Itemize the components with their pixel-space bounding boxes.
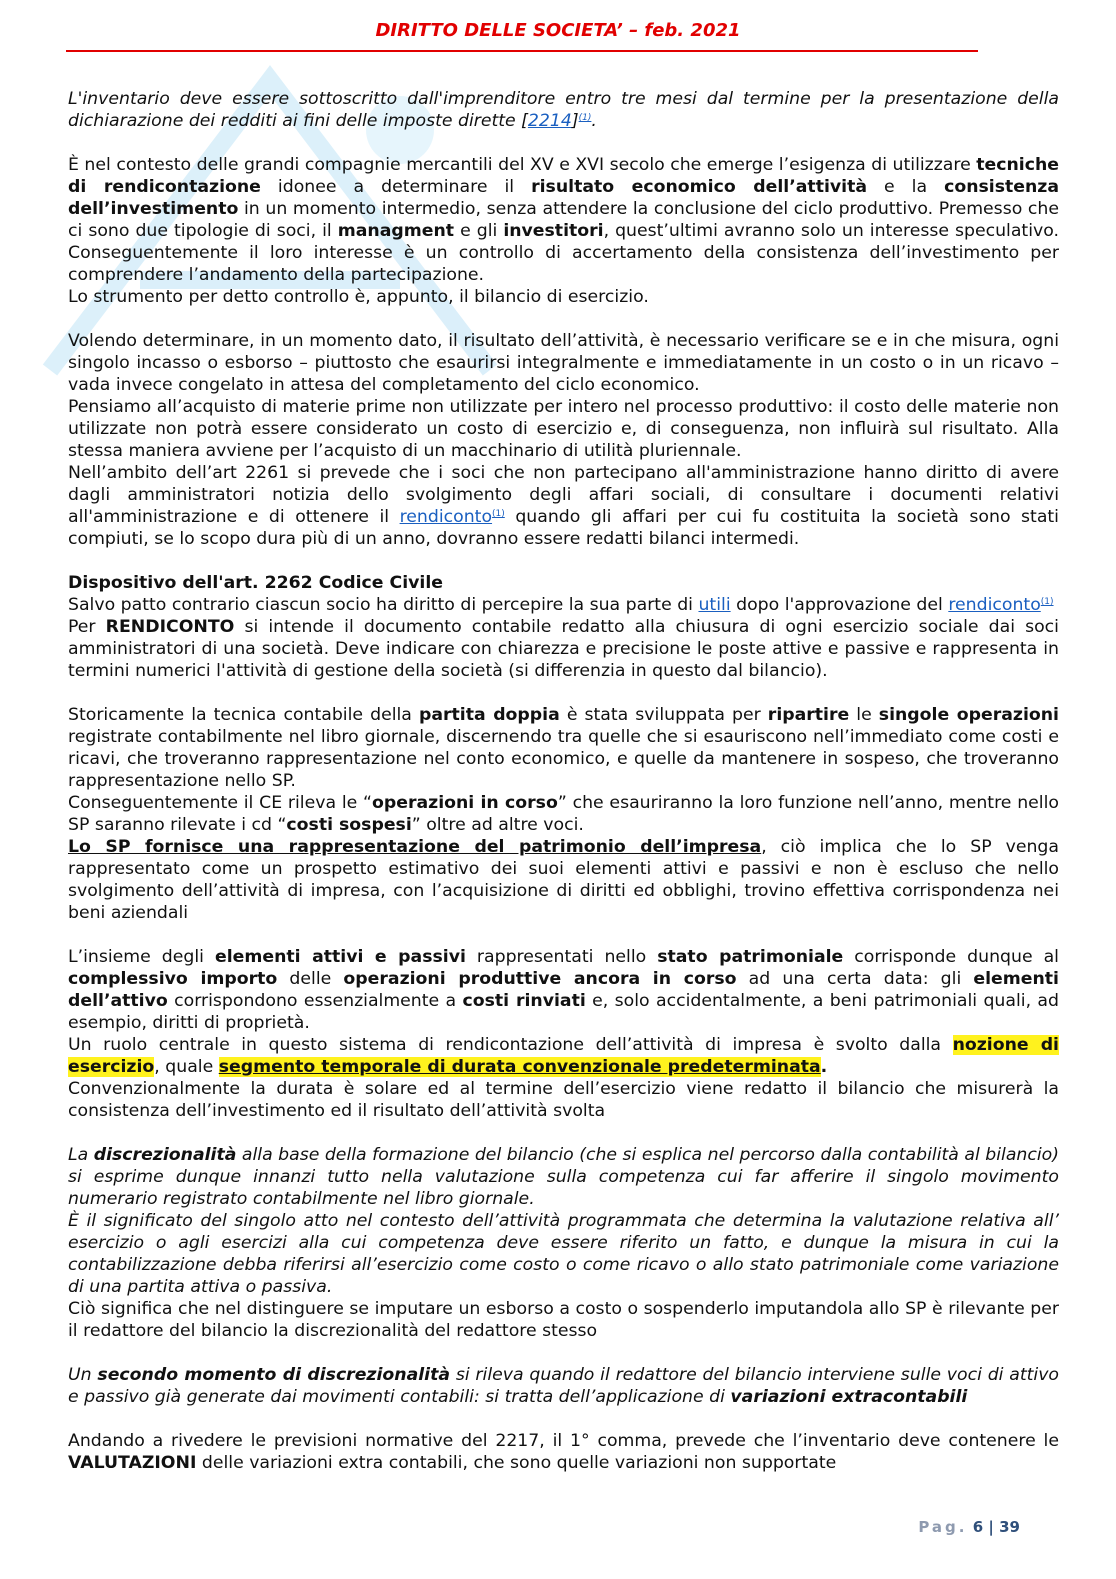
text: in un momento intermedio, senza attendere la conclusione del ciclo produttivo. Premesso che ci sono due tipologie di soci, il xyxy=(68,199,1059,241)
bold-text: singole operazioni xyxy=(878,705,1059,725)
page-label: Pag. xyxy=(918,1518,968,1536)
bold-text: tecniche di rendicontazione xyxy=(68,155,1059,197)
text: L’insieme degli xyxy=(68,947,215,967)
text: idonee a determinare il xyxy=(260,177,532,197)
footnote-ref[interactable]: (1) xyxy=(1040,597,1054,607)
footnote-ref[interactable]: (1) xyxy=(578,113,592,123)
highlighted-underlined-text: segmento temporale di durata convenzionale predeterminata xyxy=(218,1057,821,1077)
paragraph-partita-doppia xyxy=(68,704,1059,792)
bold-text: complessivo importo xyxy=(68,969,278,989)
text: , quale xyxy=(154,1057,219,1077)
paragraph-inventario xyxy=(68,88,1059,132)
text: . xyxy=(591,111,597,131)
paragraph-salvo-patto xyxy=(68,594,1059,616)
bold-text: RENDICONTO xyxy=(105,617,235,637)
paragraph-volendo-determinare: Volendo determinare, in un momento dato, il risultato dell’attività, è necessario verificare se e in che misura, ogni singolo incasso o esborso – piuttosto che esaurirsi integralmente e immediatamente in un costo o in un ricavo – vada invece congelato in attesa del completamento del ciclo economico. xyxy=(68,331,1059,395)
text: Un ruolo centrale in questo sistema di rendicontazione dell’attività di impresa è svolto dalla xyxy=(68,1035,953,1055)
document-body xyxy=(68,88,1059,1474)
paragraph-elementi-attivi-passivi xyxy=(68,946,1059,1034)
paragraph-secondo-momento xyxy=(68,1364,1059,1408)
text: La xyxy=(68,1145,94,1165)
bold-text: operazioni in corso xyxy=(371,793,558,813)
paragraph-discrezionalita xyxy=(68,1144,1059,1210)
text: corrisponde dunque al xyxy=(843,947,1059,967)
bold-underlined-text: Lo SP fornisce una rappresentazione del patrimonio dell’impresa xyxy=(68,837,762,857)
section-heading-art-2262 xyxy=(68,572,1059,594)
page-number xyxy=(918,1518,1020,1536)
text: ” che esauriranno la loro funzione nell’anno, mentre nello SP saranno rilevate i cd “ xyxy=(68,793,1059,835)
text: si intende il documento contabile redatto alla chiusura di ogni esercizio sociale dai soci amministratori di una società. Deve indicare con chiarezza e precisione le poste attive e passive e rappresenta in termini numerici l'attività di gestione della società (si differenzia in questo dal bilancio). xyxy=(68,617,1059,681)
text: Storicamente la tecnica contabile della xyxy=(68,705,419,725)
bold-text: variazioni extracontabili xyxy=(730,1387,968,1407)
text: ” oltre ad altre voci. xyxy=(411,815,584,835)
paragraph-compagnie-mercantili xyxy=(68,154,1059,286)
bold-text: ripartire xyxy=(767,705,850,725)
text: . xyxy=(820,1057,828,1077)
text: dopo l'approvazione del xyxy=(730,595,949,615)
bold-text: VALUTAZIONI xyxy=(68,1453,197,1473)
paragraph-rendiconto-definizione xyxy=(68,616,1059,682)
text: delle variazioni extra contabili, che sono quelle variazioni non supportate xyxy=(196,1453,837,1473)
text: , ciò implica che lo SP venga rappresentato come un prospetto estimativo dei suoi elementi attivi e passivi e non è escluso che nello svolgimento dell’attività di impresa, con l’acquisizione di diritti ed obblighi, trovino effettiva corrispondenza nei beni aziendali xyxy=(68,837,1059,923)
text: È nel contesto delle grandi compagnie mercantili del XV e XVI secolo che emerge l’esigenza di utilizzare xyxy=(68,155,977,175)
text: ] xyxy=(571,111,579,131)
bold-text: discrezionalità xyxy=(93,1145,237,1165)
paragraph-durata-solare: Convenzionalmente la durata è solare ed al termine dell’esercizio viene redatto il bilancio che misurerà la consistenza dell’investimento ed il risultato dell’attività svolta xyxy=(68,1079,1059,1121)
paragraph-art-2217 xyxy=(68,1430,1059,1474)
link-rendiconto[interactable]: rendiconto xyxy=(399,507,493,527)
text: Nell’ambito dell’art 2261 si prevede che i soci che non partecipano all'amministrazione hanno diritto di avere dagli amministratori notizia dello svolgimento degli affari sociali, di consultare i documenti relativi all'amministrazione e di ottenere il xyxy=(68,463,1059,527)
header-divider xyxy=(66,50,978,52)
text: e la xyxy=(867,177,945,197)
text: e, solo accidentalmente, a beni patrimoniali quali, ad esempio, diritti di proprietà. xyxy=(68,991,1059,1033)
paragraph-cio-significa: Ciò significa che nel distinguere se imputare un esborso a costo o sospenderlo imputandola allo SP è rilevante per il redattore del bilancio la discrezionalità del redattore stesso xyxy=(68,1299,1059,1341)
page-separator: | xyxy=(988,1518,994,1536)
total-pages: 39 xyxy=(999,1518,1020,1536)
text: quando gli affari per cui fu costituita la società sono stati compiuti, se lo scopo dura più di un anno, dovranno essere redatti bilanci intermedi. xyxy=(68,507,1059,549)
highlighted-text: nozione di esercizio xyxy=(68,1035,1059,1077)
text: rappresentati nello xyxy=(465,947,658,967)
paragraph-strumento: Lo strumento per detto controllo è, appunto, il bilancio di esercizio. xyxy=(68,287,649,307)
bold-text: risultato economico dell’attività xyxy=(531,177,867,197)
text: e gli xyxy=(454,221,504,241)
bold-text: elementi dell’attivo xyxy=(68,969,1059,1011)
paragraph-nozione-esercizio xyxy=(68,1034,1059,1078)
text: Salvo patto contrario ciascun socio ha diritto di percepire la sua parte di xyxy=(68,595,699,615)
text: corrispondono essenzialmente a xyxy=(167,991,463,1011)
bold-text: partita doppia xyxy=(418,705,560,725)
link-utili[interactable]: utili xyxy=(698,595,731,615)
bold-text: costi rinviati xyxy=(462,991,586,1011)
text: le xyxy=(849,705,879,725)
current-page: 6 xyxy=(972,1518,984,1536)
link-art-2214[interactable]: 2214 xyxy=(527,111,572,131)
text: si rileva quando il redattore del bilancio interviene sulle voci di attivo e passivo già generate dai movimenti contabili: si tratta dell’applicazione di xyxy=(68,1365,1059,1407)
bold-text: managment xyxy=(337,221,455,241)
bold-text: elementi attivi e passivi xyxy=(214,947,466,967)
text: L'inventario deve essere sottoscritto dall'imprenditore entro tre mesi dal termine per la presentazione della dichiarazione dei redditi ai fini delle imposte dirette [ xyxy=(68,89,1059,131)
text: Un xyxy=(68,1365,98,1385)
text: ad una certa data: gli xyxy=(736,969,974,989)
heading-text: Dispositivo dell'art. 2262 Codice Civile xyxy=(68,573,443,593)
text: delle xyxy=(277,969,344,989)
paragraph-ce-sp xyxy=(68,792,1059,836)
bold-text: operazioni produttive ancora in corso xyxy=(343,969,737,989)
text: Conseguentemente il CE rileva le “ xyxy=(68,793,372,813)
paragraph-significato-atto: È il significato del singolo atto nel contesto dell’attività programmata che determina la valutazione relativa all’ esercizio o agli esercizi alla cui competenza deve essere riferito un fatto, e dunque la misura in cui la contabilizzazione debba riferirsi all’esercizio come costo o come ricavo o allo stato patrimoniale come variazione di una partita attiva o passiva. xyxy=(68,1211,1059,1297)
text: alla base della formazione del bilancio (che si esplica nel percorso dalla contabilità al bilancio) si esprime dunque innanzi tutto nella valutazione sulla competenza cui far afferire il singolo movimento numerario registrato contabilmente nel libro giornale. xyxy=(68,1145,1059,1209)
page-header-title: DIRITTO DELLE SOCIETA’ – feb. 2021 xyxy=(375,20,741,41)
bold-text: secondo momento di discrezionalità xyxy=(97,1365,451,1385)
paragraph-art-2261 xyxy=(68,462,1059,550)
text: è stata sviluppata per xyxy=(559,705,768,725)
text: Per xyxy=(68,617,106,637)
bold-text: consistenza dell’investimento xyxy=(68,177,1060,219)
footnote-ref[interactable]: (1) xyxy=(492,509,505,519)
text: Andando a rivedere le previsioni normative del 2217, il 1° comma, prevede che l’inventario deve contenere le xyxy=(68,1431,1059,1451)
text: , quest’ultimi avranno solo un interesse speculativo. Conseguentemente il loro interesse è un controllo di accertamento della consistenza dell’investimento per comprendere l’andamento della partecipazione. xyxy=(68,221,1060,285)
paragraph-materie-prime: Pensiamo all’acquisto di materie prime non utilizzate per intero nel processo produttivo: il costo delle materie non utilizzate non potrà essere considerato un costo di esercizio e, di conseguenza, non influirà sul risultato. Alla stessa maniera avviene per l’acquisto di un macchinario di utilità pluriennale. xyxy=(68,397,1059,461)
paragraph-sp-patrimonio xyxy=(68,836,1059,924)
text: registrate contabilmente nel libro giornale, discernendo tra quelle che si esauriscono nell’immediato come costi e ricavi, che troveranno rappresentazione nel conto economico, e quelle da mantenere in sospeso, che troveranno rappresentazione nello SP. xyxy=(68,727,1059,791)
bold-text: stato patrimoniale xyxy=(657,947,844,967)
link-rendiconto-2[interactable]: rendiconto xyxy=(948,595,1041,615)
bold-text: investitori xyxy=(503,221,604,241)
bold-text: costi sospesi xyxy=(286,815,412,835)
